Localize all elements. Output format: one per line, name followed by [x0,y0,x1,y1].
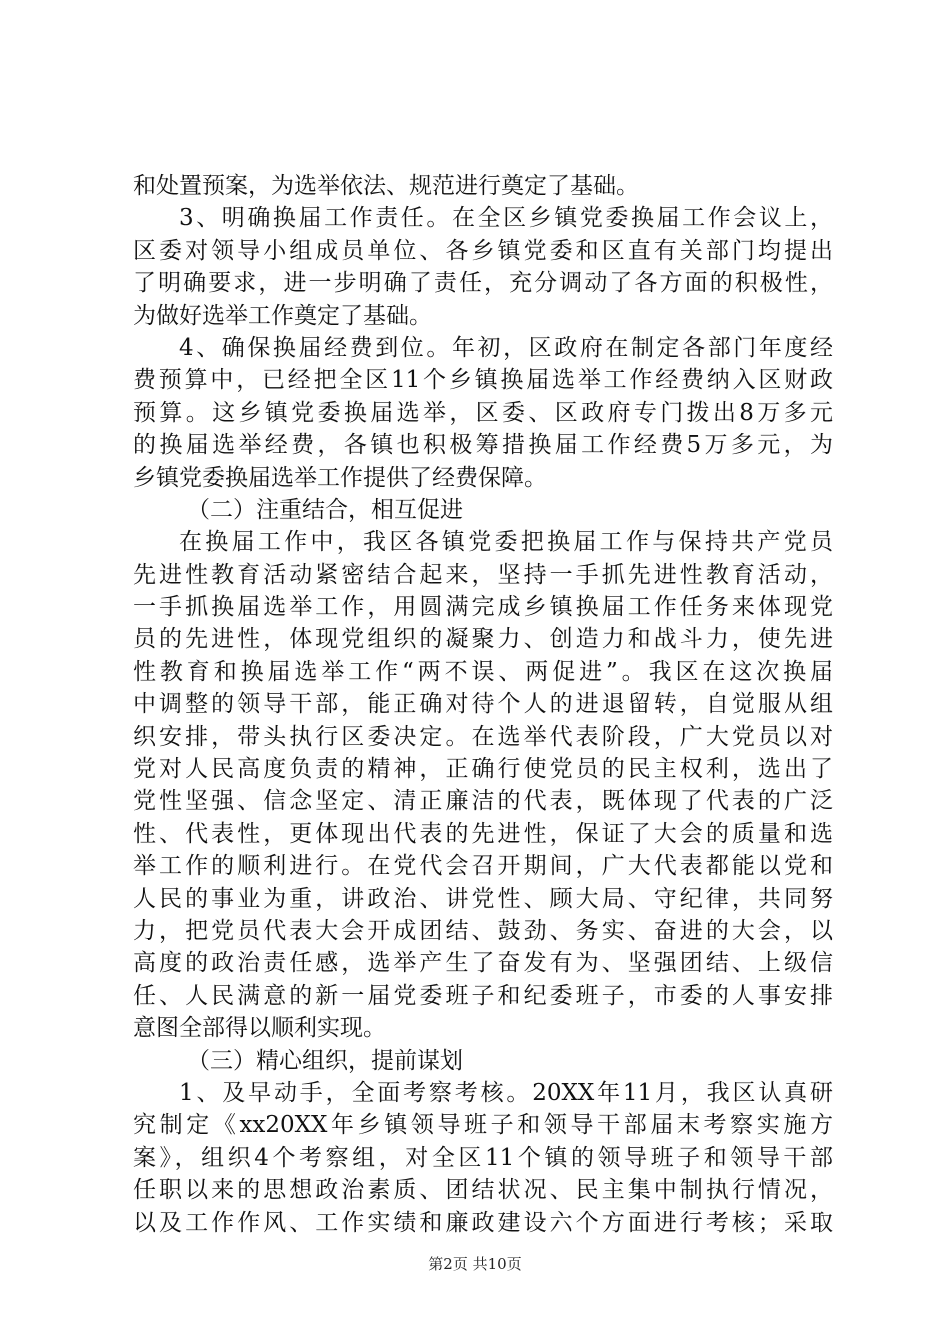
text-line: 先进性教育活动紧密结合起来，坚持一手抓先进性教育活动， [133,561,833,588]
text-line: 的换届选举经费，各镇也积极筹措换届工作经费5万多元，为 [133,432,833,459]
text-line: 为做好选举工作奠定了基础。 [133,302,432,329]
text-line: 织安排，带头执行区委决定。在选举代表阶段，广大党员以对 [133,723,833,750]
text-line: 预算。这乡镇党委换届选举，区委、区政府专门拨出8万多元 [133,399,833,426]
text-line: 员的先进性，体现党组织的凝聚力、创造力和战斗力，使先进 [133,626,833,653]
section-heading: （二）注重结合，相互促进 [187,496,463,523]
text-line: 意图全部得以顺利实现。 [133,1015,386,1042]
text-line: 高度的政治责任感，选举产生了奋发有为、坚强团结、上级信 [133,950,833,977]
text-line: 了明确要求，进一步明确了责任，充分调动了各方面的积极性， [133,270,833,297]
text-line: 4、确保换届经费到位。年初，区政府在制定各部门年度经 [179,334,833,361]
section-heading: （三）精心组织，提前谋划 [187,1047,463,1074]
text-line: 党对人民高度负责的精神，正确行使党员的民主权利，选出了 [133,756,833,783]
text-line: 费预算中，已经把全区11个乡镇换届选举工作经费纳入区财政 [133,367,833,394]
text-line: 一手抓换届选举工作，用圆满完成乡镇换届工作任务来体现党 [133,594,833,621]
text-line: 性、代表性，更体现出代表的先进性，保证了大会的质量和选 [133,820,833,847]
text-line: 举工作的顺利进行。在党代会召开期间，广大代表都能以党和 [133,853,833,880]
text-line: 党性坚强、信念坚定、清正廉洁的代表，既体现了代表的广泛 [133,788,833,815]
text-line: 任、人民满意的新一届党委班子和纪委班子，市委的人事安排 [133,982,833,1009]
text-line: 究制定《xx20XX年乡镇领导班子和领导干部届末考察实施方 [133,1112,833,1139]
text-line: 1、及早动手，全面考察考核。20XX年11月，我区认真研 [179,1079,833,1106]
page-number-footer: 第2页 共10页 [428,1255,522,1273]
text-line: 以及工作作风、工作实绩和廉政建设六个方面进行考核；采取 [133,1209,833,1236]
text-line: 和处置预案，为选举依法、规范进行奠定了基础。 [133,173,639,199]
text-line: 3、明确换届工作责任。在全区乡镇党委换届工作会议上， [179,205,833,232]
text-line: 任职以来的思想政治素质、团结状况、民主集中制执行情况， [133,1177,833,1204]
text-line: 案》，组织4个考察组，对全区11个镇的领导班子和领导干部 [133,1144,833,1171]
text-line: 区委对领导小组成员单位、各乡镇党委和区直有关部门均提出 [133,237,833,264]
text-line: 中调整的领导干部，能正确对待个人的进退留转，自觉服从组 [133,691,833,718]
text-line: 力，把党员代表大会开成团结、鼓劲、务实、奋进的大会，以 [133,917,833,944]
text-line: 性教育和换届选举工作“两不误、两促进”。我区在这次换届 [133,658,833,685]
text-line: 人民的事业为重，讲政治、讲党性、顾大局、守纪律，共同努 [133,885,833,912]
text-line: 在换届工作中，我区各镇党委把换届工作与保持共产党员 [179,529,833,556]
document-body [133,170,833,1239]
text-line: 乡镇党委换届选举工作提供了经费保障。 [133,464,547,491]
